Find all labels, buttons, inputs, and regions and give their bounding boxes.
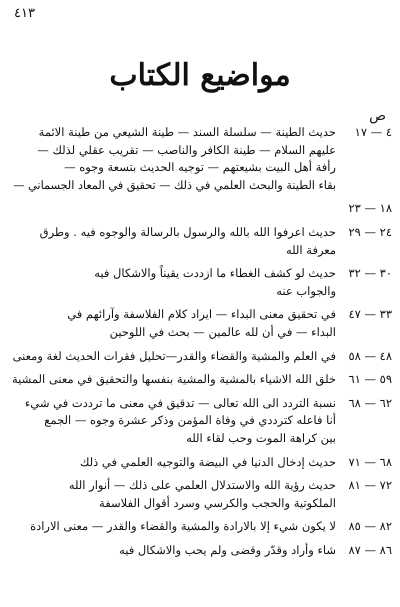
toc-entry-text [10,306,336,341]
page-number: ٤١٣ [14,6,35,21]
toc-entry-pages: ٤٨ — ٥٨ [348,348,392,363]
toc-entry-line: خلق الله الاشياء بالمشية والمشية بنفسها والتحقيق في معنى المشية [11,372,336,387]
page-title: مواضيع الكتاب [109,58,291,93]
toc-entry-line: لا يكون شيء إلا بالارادة والمشية والقضاء والقدر — معنى الارادة [30,519,336,534]
toc-entry [10,518,392,536]
toc-entry [10,265,392,300]
toc-entry-text [10,395,336,448]
toc-entry-pages: ٧٢ — ٨١ [348,478,392,493]
toc-entry-line: في العلم والمشية والقضاء والقدر—تحليل فقرات الحديث لغة ومعنى [12,348,336,363]
page-column-label: ص [369,108,386,124]
toc-entry-line: حديث رؤية الله والاستدلال العلمي على ذلك — أنوار الله [68,478,336,493]
toc-entry-line: الملكوتية والحجب والكرسي وسرد أقوال الفلاسفة [99,495,336,510]
toc-entry-text [10,348,336,366]
toc-entry-line: في تحقيق معنى البداء — ايراد كلام الفلاسفة وآرائهم في [67,307,336,322]
toc-entry-text [10,200,336,218]
toc-entry-line: معرفة الله [285,242,336,257]
toc-entry-pages: ٦٢ — ٦٨ [348,395,392,410]
toc-entry-text [10,477,336,512]
toc-entry-line: البداء — في أن لله عالمين — بحث في اللوحين [109,324,336,339]
toc-entry-pages: ٣٠ — ٣٢ [348,266,392,281]
toc-entry-line: بين كراهة الموت وحب لقاء الله [186,430,336,445]
toc-entry-pages: ٤ — ١٧ [354,125,392,139]
toc-entry-text [10,371,336,389]
toc-entry [10,477,392,512]
toc-entry [10,224,392,259]
toc-entry-text [10,124,336,194]
toc-entry-line: حديث لو كشف الغطاء ما ازددت يقيناً والاشكال فيه [94,266,336,281]
toc-entry-pages: ٨٢ — ٨٥ [348,519,392,534]
toc-entry-pages: ٣٣ — ٤٧ [348,307,392,322]
toc-entry-line: أنا فاعله كترددي في وفاة المؤمن وذكر عشرة وجوه — الجمع [44,413,336,428]
toc-entry-line: عليهم السلام — طينة الكافر والناصب — تقريب عقلي لذلك — [37,142,336,157]
toc-entry-line: نسبة التردد الى الله تعالى — تدقيق في معنى ما ترددت في شيء [24,395,336,410]
toc-entry [10,371,392,389]
toc-entry [10,306,392,341]
toc-entry-line: رأفة أهل البيت بشيعتهم — توجيه الحديث بتسعة وجوه — [64,160,336,175]
toc-entry-text [10,518,336,536]
toc-entry-line: والجواب عنه [276,283,336,298]
toc-entry-text [10,542,336,560]
toc-entry [10,542,392,560]
toc-entry-pages: ٥٩ — ٦١ [348,372,392,387]
toc-entry [10,124,392,194]
toc-entry [10,348,392,366]
toc-entry [10,454,392,472]
toc-entry [10,200,392,218]
toc-entry [10,395,392,448]
toc-entry-text [10,454,336,472]
table-of-contents [10,124,392,565]
toc-entry-pages: ٢٤ — ٢٩ [348,224,392,239]
toc-entry-text [10,224,336,259]
toc-entry-pages: ١٨ — ٢٣ [348,201,392,216]
toc-entry-line: حديث الطينة — سلسلة السند — طينة الشيعي من طينة الائمة [38,125,336,139]
toc-entry-line: بقاء الطينة والبحث العلمي في ذلك — تحقيق في المعاد الجسماني — [13,178,336,192]
toc-entry-line: شاء وأراد وقدّر وقضى ولم يحب والاشكال فيه [119,542,336,557]
toc-entry-text [10,265,336,300]
toc-entry-pages: ٦٨ — ٧١ [348,454,392,469]
toc-entry-pages: ٨٦ — ٨٧ [348,542,392,557]
toc-entry-line: حديث اعرفوا الله بالله والرسول بالرسالة والوجوه فيه . وطرق [39,224,336,239]
toc-entry-line: حديث إدخال الدنيا في البيضة والتوجيه العلمي في ذلك [79,454,336,469]
